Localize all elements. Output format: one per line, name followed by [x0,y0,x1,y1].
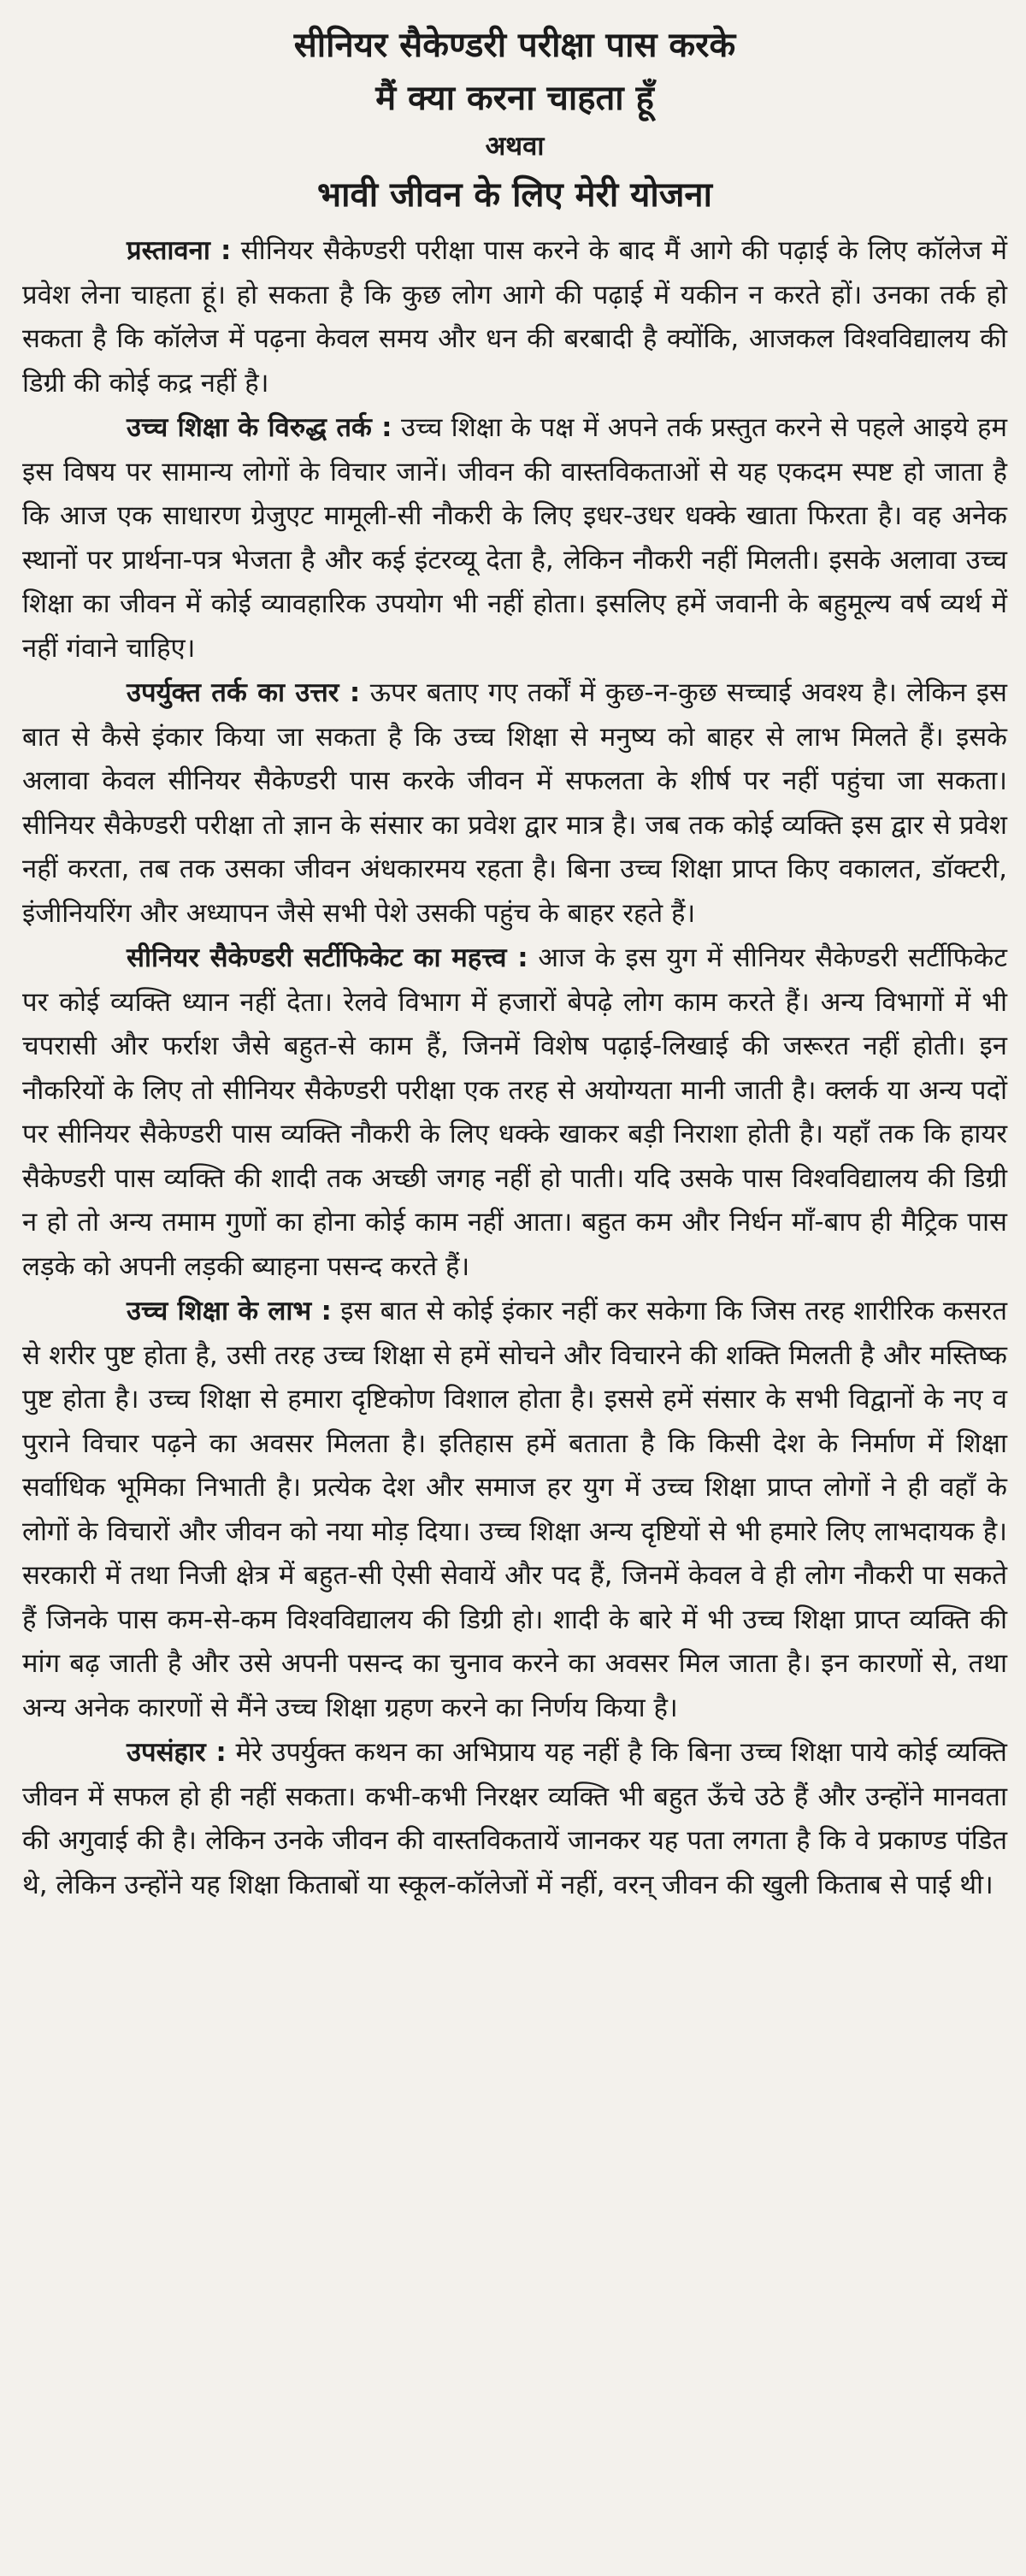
paragraph-heading: उपर्युक्त तर्क का उत्तर : [127,677,361,708]
paragraph-heading: सीनियर सैकेण्डरी सर्टीफिकेट का महत्त्व : [127,942,528,973]
paragraph-conclusion [22,1731,1007,1907]
paragraph-arguments-against [22,406,1007,671]
paragraph-heading: उच्च शिक्षा के विरुद्ध तर्क : [127,412,392,443]
paragraph-heading: उपसंहार : [127,1737,227,1768]
paragraph-certificate-importance [22,936,1007,1289]
paragraph-text: मेरे उपर्युक्त कथन का अभिप्राय यह नहीं है कि बिना उच्च शिक्षा पाये कोई व्यक्ति जीवन में सफल हो ही नहीं सकता। कभी-कभी निरक्षर व्यक्ति भी बहुत ऊँचे उठे हैं और उन्होंने मानवता की अगुवाई की है। लेकिन उनके जीवन की वास्तविकतायें जानकर यह पता लगता है कि वे प्रकाण्ड पंडित थे, लेकिन उन्होंने यह शिक्षा किताबों या स्कूल-कॉलेजों में नहीं, वरन् जीवन की खुली किताब से पाई थी। [22,1737,1007,1900]
essay-title-line-2: मैं क्या करना चाहता हूँ [375,79,654,118]
essay-heading [22,19,1007,221]
paragraph-heading: प्रस्तावना : [127,235,232,266]
paragraph-text: उच्च शिक्षा के पक्ष में अपने तर्क प्रस्तुत करने से पहले आइये हम इस विषय पर सामान्य लोगों के विचार जानें। जीवन की वास्तविकताओं से यह एकदम स्पष्ट हो जाता है कि आज एक साधारण ग्रेजुएट मामूली-सी नौकरी के लिए इधर-उधर धक्के खाता फिरता है। वह अनेक स्थानों पर प्रार्थना-पत्र भेजता है और कई इंटरव्यू देता है, लेकिन नौकरी नहीं मिलती। इसके अलावा उच्च शिक्षा का जीवन में कोई व्यावहारिक उपयोग भी नहीं होता। इसलिए हमें जवानी के बहुमूल्य वर्ष व्यर्थ में नहीं गंवाने चाहिए। [22,412,1007,664]
paragraph-text: इस बात से कोई इंकार नहीं कर सकेगा कि जिस तरह शारीरिक कसरत से शरीर पुष्ट होता है, उसी तरह उच्च शिक्षा से हमें सोचने और विचारने की शक्ति मिलती है और मस्तिष्क पुष्ट होता है। उच्च शिक्षा से हमारा दृष्टिकोण विशाल होता है। इससे हमें संसार के सभी विद्वानों के नए व पुराने विचार पढ़ने का अवसर मिलता है। इतिहास हमें बताता है कि किसी देश के निर्माण में शिक्षा सर्वाधिक भूमिका निभाती है। प्रत्येक देश और समाज हर युग में उच्च शिक्षा प्राप्त लोगों ने ही वहाँ के लोगों के विचारों और जीवन को नया मोड़ दिया। उच्च शिक्षा अन्य दृष्टियों से भी हमारे लिए लाभदायक है। सरकारी में तथा निजी क्षेत्र में बहुत-सी ऐसी सेवायें और पद हैं, जिनमें केवल वे ही लोग नौकरी पा सकते हैं जिनके पास कम-से-कम विश्वविद्यालय की डिग्री हो। शादी के बारे में भी उच्च शिक्षा प्राप्त व्यक्ति की मांग बढ़ जाती है और उसे अपनी पसन्द का चुनाव करने का अवसर मिल जाता है। इन कारणों से, तथा अन्य अनेक कारणों से मैंने उच्च शिक्षा ग्रहण करने का निर्णय किया है। [22,1296,1007,1723]
paragraph-counter-argument [22,671,1007,936]
paragraph-benefits [22,1290,1007,1730]
paragraph-introduction [22,229,1007,405]
paragraph-text: आज के इस युग में सीनियर सैकेण्डरी सर्टीफिकेट पर कोई व्यक्ति ध्यान नहीं देता। रेलवे विभाग में हजारों बेपढ़े लोग काम करते हैं। अन्य विभागों में भी चपरासी और फर्राश जैसे बहुत-से काम हैं, जिनमें विशेष पढ़ाई-लिखाई की जरूरत नहीं होती। इन नौकरियों के लिए तो सीनियर सैकेण्डरी परीक्षा एक तरह से अयोग्यता मानी जाती है। क्लर्क या अन्य पदों पर सीनियर सैकेण्डरी पास व्यक्ति नौकरी के लिए धक्के खाकर बड़ी निराशा होती है। यहाँ तक कि हायर सैकेण्डरी पास व्यक्ति की शादी तक अच्छी जगह नहीं हो पाती। यदि उसके पास विश्वविद्यालय की डिग्री न हो तो अन्य तमाम गुणों का होना कोई काम नहीं आता। बहुत कम और निर्धन माँ-बाप ही मैट्रिक पास लड़के को अपनी लड़की ब्याहना पसन्द करते हैं। [22,942,1007,1282]
paragraph-text: ऊपर बताए गए तर्कों में कुछ-न-कुछ सच्चाई अवश्य है। लेकिन इस बात से कैसे इंकार किया जा सकता है कि उच्च शिक्षा से मनुष्य को बाहर से लाभ मिलते हैं। इसके अलावा केवल सीनियर सैकेण्डरी पास करके जीवन में सफलता के शीर्ष पर नहीं पहुंचा जा सकता। सीनियर सैकेण्डरी परीक्षा तो ज्ञान के संसार का प्रवेश द्वार मात्र है। जब तक कोई व्यक्ति इस द्वार से प्रवेश नहीं करता, तब तक उसका जीवन अंधकारमय रहता है। बिना उच्च शिक्षा प्राप्त किए वकालत, डॉक्टरी, इंजीनियरिंग और अध्यापन जैसे सभी पेशे उसकी पहुंच के बाहर रहते हैं। [22,677,1007,929]
essay-title-line-1: सीनियर सैकेण्डरी परीक्षा पास करके [293,26,736,65]
essay-subtitle: भावी जीवन के लिए मेरी योजना [317,175,712,215]
essay-title-or: अथवा [485,131,545,162]
paragraph-heading: उच्च शिक्षा के लाभ : [127,1296,332,1326]
paragraph-text: सीनियर सैकेण्डरी परीक्षा पास करने के बाद मैं आगे की पढ़ाई के लिए कॉलेज में प्रवेश लेना चाहता हूं। हो सकता है कि कुछ लोग आगे की पढ़ाई में यकीन न करते हों। उनका तर्क हो सकता है कि कॉलेज में पढ़ना केवल समय और धन की बरबादी है क्योंकि, आजकल विश्वविद्यालय की डिग्री की कोई कद्र नहीं है। [22,235,1007,399]
